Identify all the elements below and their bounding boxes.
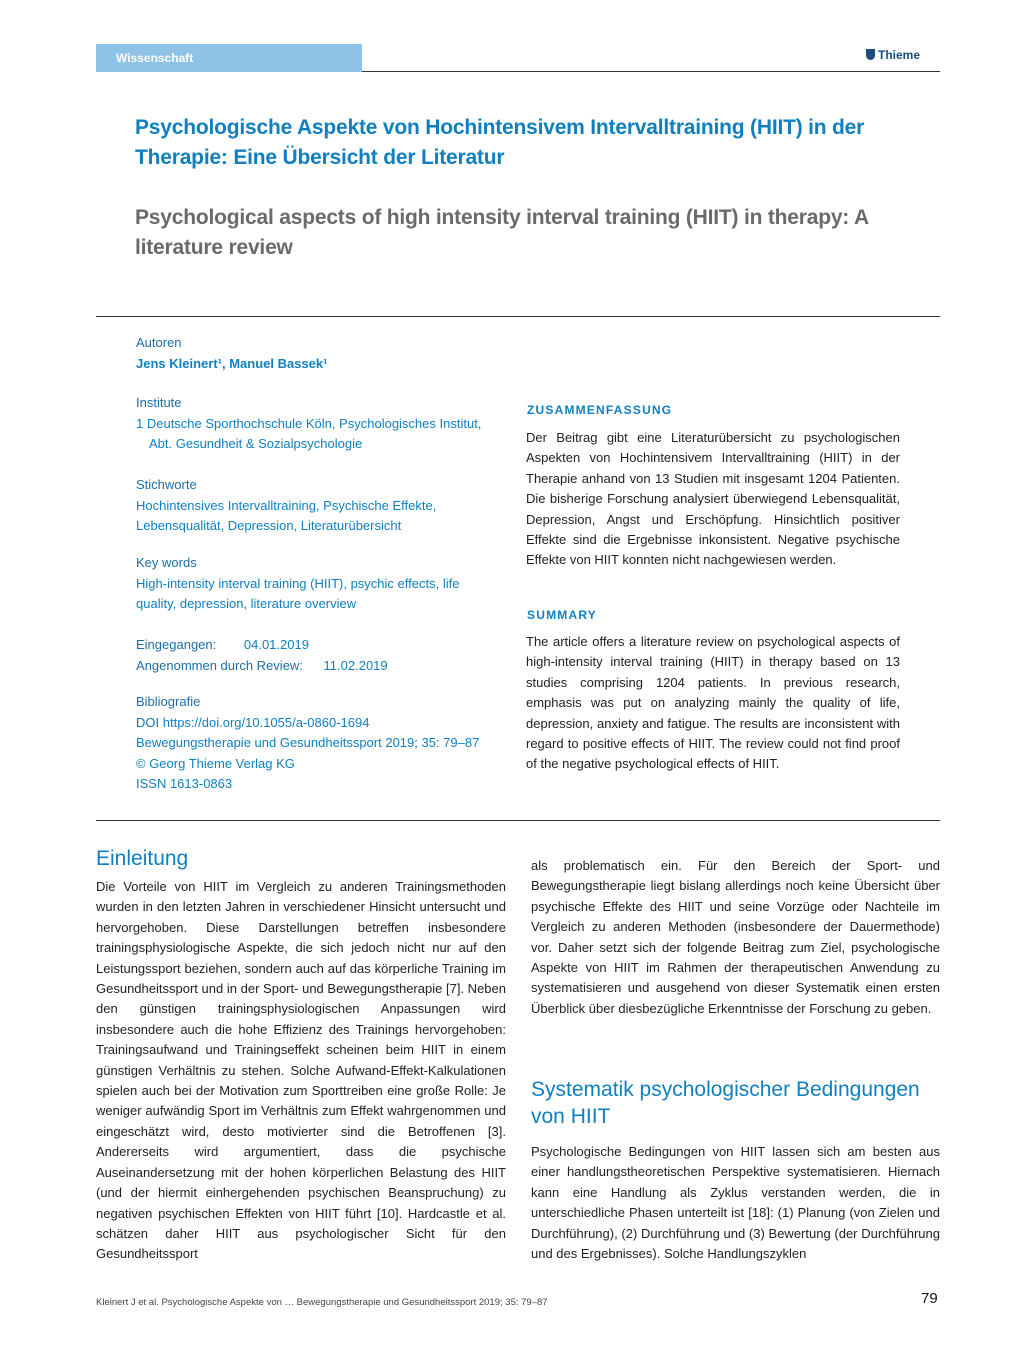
publisher-name: Thieme xyxy=(878,48,921,62)
abstract-en-text: The article offers a literature review on psychological aspects of high-intensity interval training (HIIT) in therapy based on 13 studies comprising 1204 patients. In previous research, emphasis was put on analyzing mainly the quality of life, depression, anxiety and fatigue. The results are inconsistent with regard to positive effects of HIIT. The review could not find proof of the negative psychological effects of HIIT. xyxy=(526,634,900,772)
title-english: Psychological aspects of high intensity interval training (HIIT) in therapy: A literature review xyxy=(135,206,869,259)
authors-names[interactable]: Jens Kleinert¹, Manuel Bassek¹ xyxy=(136,355,328,371)
intro-heading: Einleitung xyxy=(96,847,189,870)
keywords-en-text: High-intensity interval training (HIIT), psychic effects, life quality, depression, literature overview xyxy=(136,575,460,611)
bibliography-label: Bibliografie xyxy=(136,694,201,709)
authors-label: Autoren xyxy=(136,335,182,350)
received-label: Eingegangen: xyxy=(136,637,217,652)
page-number: 79 xyxy=(921,1290,938,1307)
institute-line-2: Abt. Gesundheit & Sozialpsychologie xyxy=(149,436,363,451)
publisher-logo xyxy=(866,48,920,62)
institutes-block xyxy=(136,393,506,455)
copyright: © Georg Thieme Verlag KG xyxy=(136,755,295,771)
keywords-en-label: Key words xyxy=(136,555,197,570)
abstract-en-heading: SUMMARY xyxy=(527,608,597,622)
title-divider xyxy=(96,316,940,317)
issn: ISSN 1613-0863 xyxy=(136,776,233,791)
dates-block xyxy=(136,635,506,676)
section-label: Wissenschaft xyxy=(96,44,362,72)
received-date: 04.01.2019 xyxy=(243,637,309,652)
keywords-de-label: Stichworte xyxy=(136,477,197,492)
keywords-en-block xyxy=(136,553,491,615)
header-divider xyxy=(362,71,940,72)
accepted-label: Angenommen durch Review: xyxy=(136,657,303,673)
institute-line-1: 1 Deutsche Sporthochschule Köln, Psychologisches Institut, xyxy=(136,415,482,431)
intro-text: Die Vorteile von HIIT im Vergleich zu anderen Trainingsmethoden wurden in den letzten Jahren in verschiedener Hinsicht untersucht und hervorgehoben. Diese Darstellungen betreffen insbesondere trainingsphysiologische Aspekte, die sich jedoch nicht nur auf den Leistungssport beziehen, sondern auch auf das körperliche Training im Gesundheitssport und in der Sport- und Bewegungstherapie [7]. Neben den günstigen trainingsphysiologischen Anpassungen wird insbesondere auch die hohe Effizienz des Trainings hervorgehoben: Trainingsaufwand und Trainingseffekt scheinen beim HIIT in einem günstigen Verhältnis zu stehen. Solche Aufwand-Effekt-Kalkulationen spielen auch bei der Motivation zum Sporttreiben eine große Rolle: Je weniger aufwändig Sport im Verhältnis zum Effekt wahrgenommen und eingeschätzt wird, desto motivierter sind die Betroffenen [3]. Andererseits wird argumentiert, dass die psychische Auseinandersetzung mit der hohen körperlichen Belastung des HIIT (und der hiermit einhergehenden psychischen Beanspruchung) zu negativen psychischen Effekten von HIIT führt [10]. Hardcastle et al. schätzen daher HIIT aus psychologischer Sicht für den Gesundheitssport xyxy=(96,879,506,1262)
institutes-label: Institute xyxy=(136,395,182,410)
shield-icon xyxy=(866,49,875,60)
journal-citation: Bewegungstherapie und Gesundheitssport 2019; 35: 79–87 xyxy=(136,735,480,750)
abstract-de-text: Der Beitrag gibt eine Literaturübersicht zu psychologischen Aspekten von Hochintensivem Intervalltraining (HIIT) in der Therapie anhand von 13 Studien mit insgesamt 1204 Patienten. Die bisherige Forschung analysiert überwiegend Lebensqualität, Depression, Angst und Erschöpfung. Hinsichtlich positiver Effekte sind die Ergebnisse inkonsistent. Negative psychische Effekte von HIIT konnten nicht nachgewiesen werden. xyxy=(526,430,900,568)
keywords-de-text: Hochintensives Intervalltraining, Psychische Effekte, Lebensqualität, Depression, Literaturübersicht xyxy=(136,497,437,533)
keywords-de-block xyxy=(136,475,481,537)
abstract-divider xyxy=(96,820,940,821)
doi-link[interactable]: https://doi.org/10.1055/a-0860-1694 xyxy=(162,714,370,730)
authors-block xyxy=(136,333,506,374)
section2-heading: Systematik psychologischer Bedingungen von HIIT xyxy=(531,1078,920,1128)
intro-continued-text: als problematisch ein. Für den Bereich der Sport- und Bewegungstherapie liegt bislang allerdings noch keine Übersicht über psychische Effekte des HIIT und seine Vorzüge oder Nachteile im Vergleich zu anderen Methoden (insbesondere der Dauermethode) vor. Daher setzt sich der folgende Beitrag zum Ziel, psychologische Aspekte von HIIT im Rahmen der therapeutischen Anwendung zu systematisieren und ausgehend von dieser Systematik einen ersten Überblick über diesbezügliche Erkenntnisse der Forschung zu geben. xyxy=(531,858,940,1016)
title-german: Psychologische Aspekte von Hochintensivem Intervalltraining (HIIT) in der Therapie: Eine Übersicht der Literatur xyxy=(135,116,865,169)
footer-citation: Kleinert J et al. Psychologische Aspekte von … Bewegungstherapie und Gesundheitssport 2019; 35: 79–87 xyxy=(96,1297,548,1308)
section2-text: Psychologische Bedingungen von HIIT lassen sich am besten aus einer handlungstheoretischen Perspektive systematisieren. Hiernach kann eine Handlung als Zyklus verstanden werden, die in unterschiedliche Phasen unterteilt ist [18]: (1) Planung (von Zielen und Durchführung), (2) Durchführung und (3) Bewertung (der Durchführung und des Ergebnisses). Solche Handlungszyklen xyxy=(531,1144,940,1262)
bibliography-block xyxy=(136,692,506,795)
accepted-date: 11.02.2019 xyxy=(323,657,388,673)
doi-label: DOI xyxy=(136,714,160,730)
abstract-de-heading: ZUSAMMENFASSUNG xyxy=(527,403,673,417)
